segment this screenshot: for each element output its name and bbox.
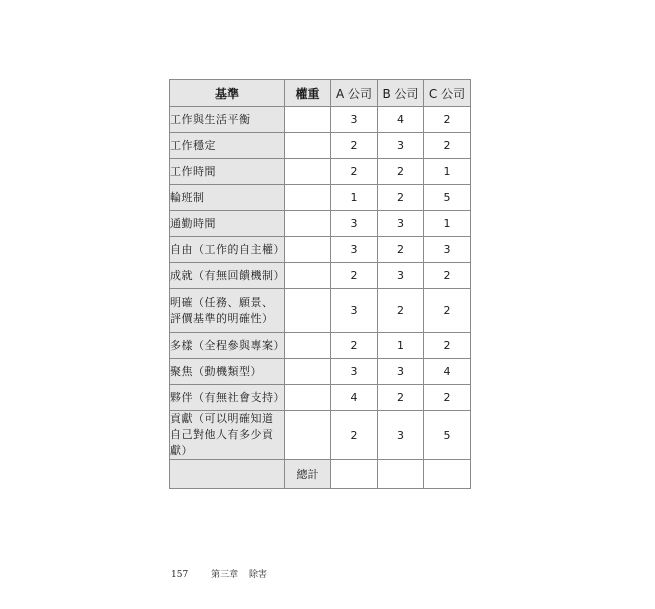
weight-cell [285,211,331,237]
score-a-cell: 2 [331,263,378,289]
score-b-cell: 3 [378,411,424,460]
criteria-cell: 夥伴（有無社會支持） [170,385,285,411]
table-header-row [170,80,471,107]
weight-cell [285,385,331,411]
criteria-cell: 工作時間 [170,159,285,185]
header-criteria: 基準 [170,80,285,107]
score-b-cell: 2 [378,159,424,185]
table-row [170,159,471,185]
score-c-cell: 2 [424,385,471,411]
table-row [170,185,471,211]
table-row [170,359,471,385]
weight-cell [285,359,331,385]
score-c-cell: 4 [424,359,471,385]
evaluation-table [169,79,471,489]
total-blank-cell [170,460,285,489]
weight-cell [285,263,331,289]
score-a-cell: 2 [331,333,378,359]
table-row [170,333,471,359]
score-b-cell: 3 [378,133,424,159]
criteria-cell: 工作與生活平衡 [170,107,285,133]
table-row [170,211,471,237]
weight-cell [285,237,331,263]
total-cell-c [424,460,471,489]
weight-cell [285,185,331,211]
score-a-cell: 3 [331,211,378,237]
table-row [170,237,471,263]
score-b-cell: 2 [378,289,424,333]
criteria-cell: 聚焦（動機類型） [170,359,285,385]
score-b-cell: 3 [378,211,424,237]
weight-cell [285,411,331,460]
table-row [170,263,471,289]
score-c-cell: 5 [424,411,471,460]
score-c-cell: 5 [424,185,471,211]
criteria-cell: 輪班制 [170,185,285,211]
score-a-cell: 3 [331,289,378,333]
score-c-cell: 2 [424,263,471,289]
total-cell-a [331,460,378,489]
score-b-cell: 4 [378,107,424,133]
score-c-cell: 1 [424,159,471,185]
criteria-cell: 成就（有無回饋機制） [170,263,285,289]
weight-cell [285,333,331,359]
page-number: 157 [171,570,189,580]
score-a-cell: 2 [331,411,378,460]
table-row [170,133,471,159]
weight-cell [285,289,331,333]
criteria-cell: 明確（任務、願景、評價基準的明確性） [170,289,285,333]
score-a-cell: 3 [331,359,378,385]
total-cell-b [378,460,424,489]
table-row [170,411,471,460]
table-row [170,385,471,411]
score-c-cell: 1 [424,211,471,237]
score-a-cell: 2 [331,133,378,159]
header-company-b: B 公司 [378,80,424,107]
weight-cell [285,133,331,159]
score-b-cell: 2 [378,237,424,263]
score-b-cell: 3 [378,359,424,385]
header-weight: 權重 [285,80,331,107]
score-a-cell: 4 [331,385,378,411]
header-company-c: C 公司 [424,80,471,107]
header-company-a: A 公司 [331,80,378,107]
score-a-cell: 3 [331,107,378,133]
criteria-cell: 貢獻（可以明確知道自己對他人有多少貢獻） [170,411,285,460]
score-b-cell: 3 [378,263,424,289]
score-a-cell: 2 [331,159,378,185]
score-c-cell: 3 [424,237,471,263]
score-c-cell: 2 [424,107,471,133]
score-a-cell: 3 [331,237,378,263]
score-c-cell: 2 [424,289,471,333]
criteria-cell: 通勤時間 [170,211,285,237]
criteria-cell: 自由（工作的自主權） [170,237,285,263]
total-label: 總計 [285,460,331,489]
weight-cell [285,107,331,133]
criteria-cell: 多樣（全程參與專案） [170,333,285,359]
score-a-cell: 1 [331,185,378,211]
score-b-cell: 1 [378,333,424,359]
chapter-title: 除害 [248,570,267,580]
table-row [170,107,471,133]
table-row [170,289,471,333]
chapter-number: 第三章 [211,570,239,580]
score-b-cell: 2 [378,185,424,211]
score-c-cell: 2 [424,133,471,159]
total-row [170,460,471,489]
table-body [170,107,471,460]
page-footer [171,567,267,580]
score-b-cell: 2 [378,385,424,411]
weight-cell [285,159,331,185]
score-c-cell: 2 [424,333,471,359]
criteria-cell: 工作穩定 [170,133,285,159]
